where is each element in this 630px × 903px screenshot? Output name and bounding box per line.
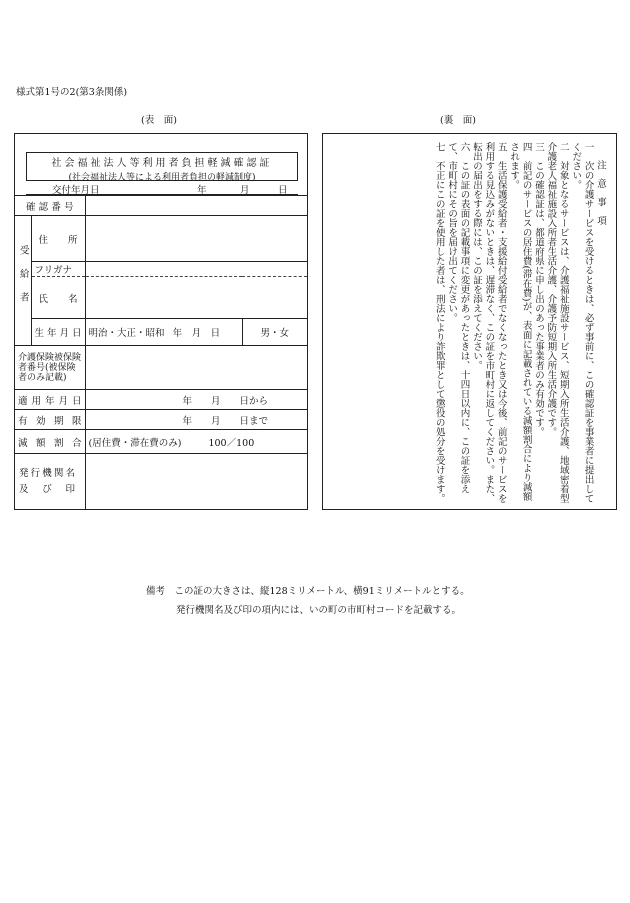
- remark-line-1: 備考 この証の大きさは、縦128ミリメートル、横91ミリメートルとする。: [146, 586, 470, 597]
- notes-title: 注意事項: [595, 160, 606, 234]
- note-item: 七 不正にこの証を使用した者は、刑法により詐欺罪として懲役の処分を受けます。: [433, 142, 445, 503]
- note-item: 二 対象となるサービスは、介護福祉施設サービス、短期入所生活介護、地域密着型介護老人福祉施設入所者生活介護、介護予防短期入所生活介護です。: [545, 142, 569, 503]
- form-number-label: 様式第1号の2(第3条関係): [16, 87, 128, 98]
- issuer-field[interactable]: [85, 454, 307, 510]
- issuer-row: [15, 454, 307, 510]
- note-item: 六 この証の表面の記載事項に変更があったときは、十四日以内に、この証を添えて、市町村にその旨を届け出てください。: [446, 142, 470, 494]
- valid-period-row: [15, 410, 307, 430]
- issuer-label: 発行機関名及び印: [19, 467, 75, 495]
- birthdate-ymd: 年 月 日: [172, 328, 221, 339]
- reduction-note: (居住費・滞在費のみ): [88, 437, 182, 449]
- recipient-group-label: 受給者: [17, 245, 29, 316]
- certificate-title: 社会福祉法人等利用者負担軽減確認証: [51, 158, 273, 169]
- valid-period-value: 年 月 日まで: [85, 410, 307, 430]
- furigana-field[interactable]: [85, 262, 307, 277]
- note-item: 一 次の介護サービスを受けるときは、必ず事前に、この確認証を事業者に提出してください。: [570, 142, 594, 503]
- title-box: [26, 152, 298, 181]
- address-row: [15, 216, 307, 262]
- remark-line-2: 発行機関名及び印の項内には、いの町の市町村コードを記載する。: [176, 605, 462, 616]
- confirm-number-label: 確認番号: [26, 201, 74, 213]
- birthdate-row: [15, 319, 307, 346]
- apply-date-row: [15, 390, 307, 410]
- reduction-label: 減額割合: [18, 437, 82, 449]
- confirm-number-field[interactable]: [85, 196, 307, 216]
- reduction-value: 100／100: [208, 437, 255, 449]
- birthdate-eras: 明治・大正・昭和: [88, 328, 165, 339]
- valid-period-label: 有効期限: [18, 415, 82, 427]
- furigana-label: フリガナ: [34, 265, 73, 276]
- certificate-table: [15, 195, 307, 510]
- address-label: 住所: [38, 234, 78, 246]
- insured-number-field[interactable]: [85, 346, 307, 390]
- notes-block: [432, 142, 606, 504]
- note-item: 四 前記のサービスの居住費(滞在費)が、表面に記載されている減額割合により減額されます。: [508, 142, 532, 501]
- gender-field: 男・女: [242, 319, 307, 346]
- name-row: [15, 277, 307, 319]
- note-item: 三 この確認証は、都道府県に申し出のあった事業者のみ有効です。: [532, 142, 544, 437]
- issue-date-month: 月: [240, 185, 250, 196]
- front-side-caption: (表 面): [141, 115, 177, 126]
- confirm-number-row: [15, 196, 307, 216]
- furigana-row: [15, 262, 307, 277]
- address-field[interactable]: [85, 216, 307, 262]
- certificate-subtitle: (社会福祉法人等による利用者負担の軽減制度): [68, 173, 256, 183]
- back-notes-panel: [322, 133, 617, 510]
- name-label: 氏名: [38, 293, 78, 305]
- issue-date-label: 交付年月日: [52, 185, 100, 196]
- apply-date-value: 年 月 日から: [85, 390, 307, 410]
- birthdate-label: 生年月日: [34, 328, 82, 339]
- apply-date-label: 適用年月日: [18, 395, 82, 407]
- insured-number-row: [15, 346, 307, 390]
- issue-date-day: 日: [278, 185, 288, 196]
- issue-date-row: [26, 182, 298, 195]
- name-field[interactable]: [85, 277, 307, 319]
- reduction-row: [15, 430, 307, 454]
- note-item: 五 生活保護受給者・支援給付受給者でなくなったとき又は今後、前記のサービスを利用する見込みがないときは、遅滞なく、この証を市町村に返してください。また、転出の届出をする際には、この証を添えてください。: [470, 142, 507, 503]
- issue-date-year: 年: [197, 185, 207, 196]
- insured-number-label: 介護保険被保険者番号(被保険者のみ記載): [18, 352, 82, 383]
- back-side-caption: (裏 面): [440, 115, 476, 126]
- front-certificate: [14, 133, 308, 510]
